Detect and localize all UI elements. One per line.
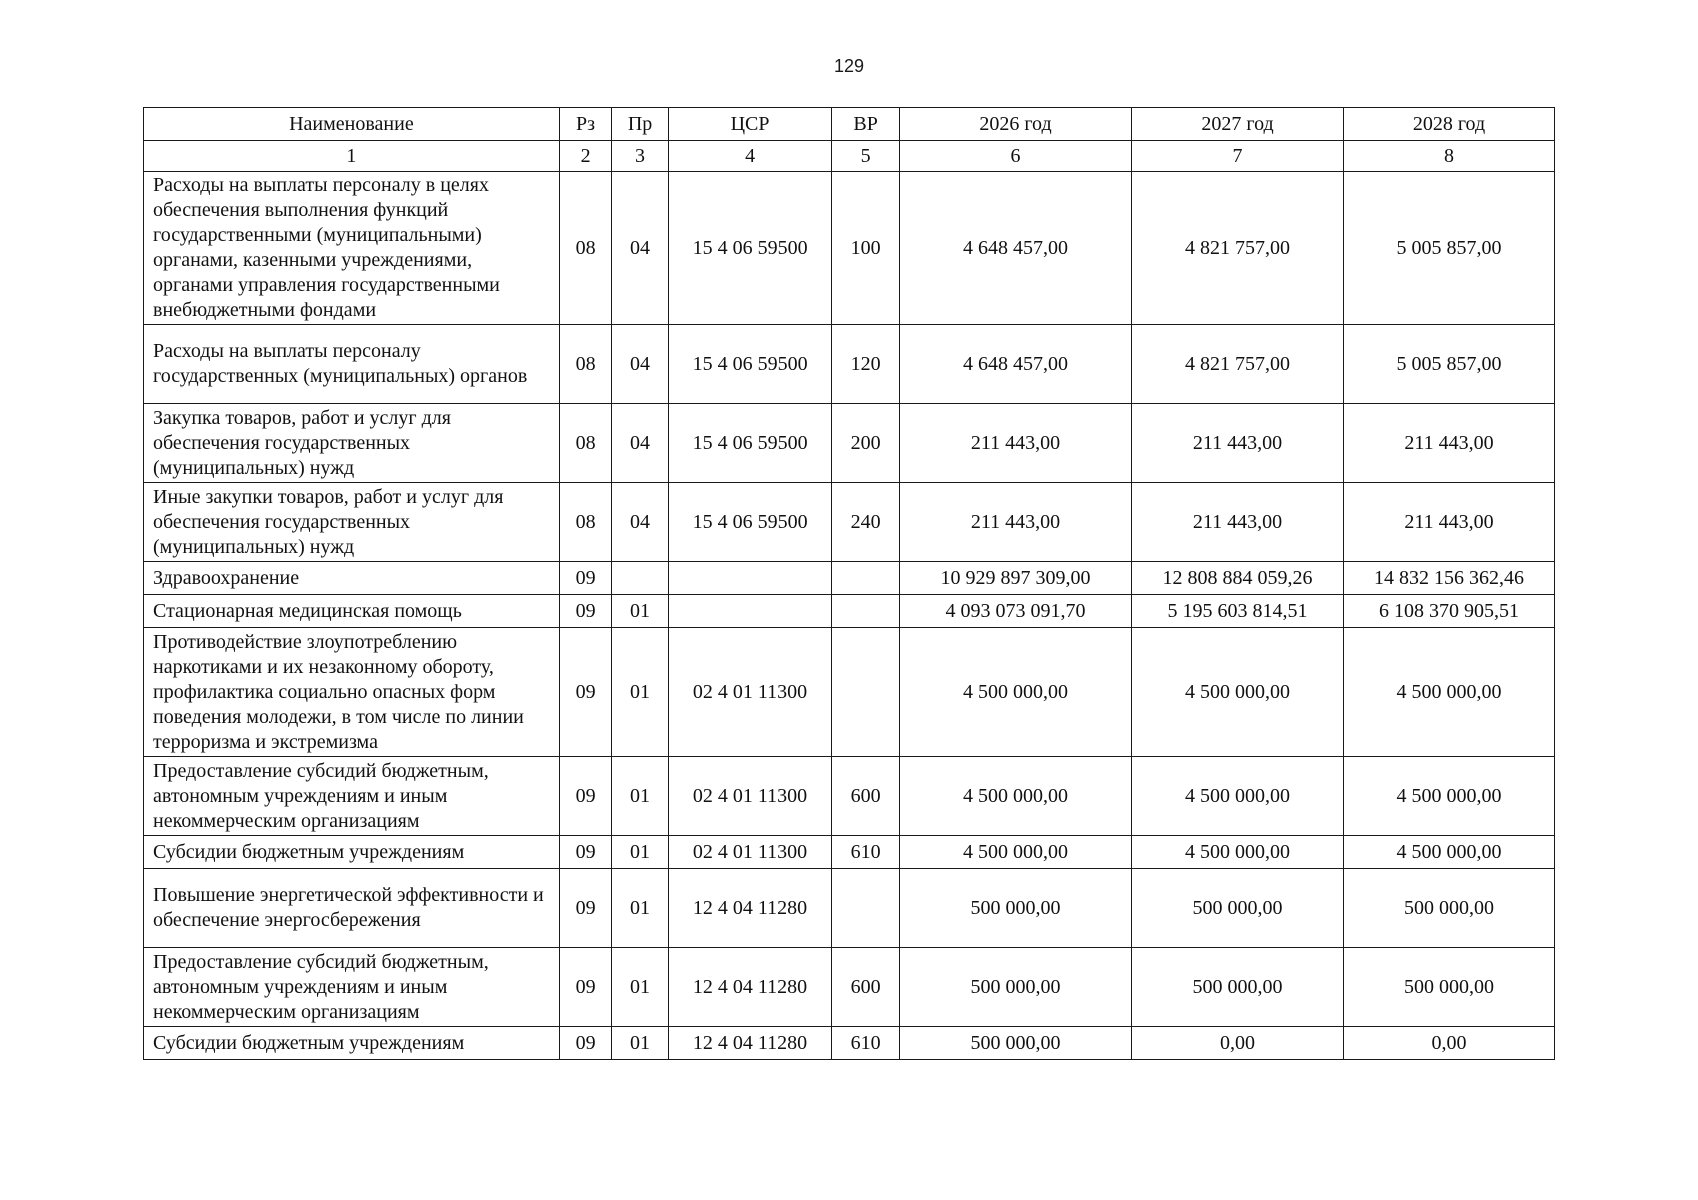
row-amount-2026: 500 000,00: [899, 948, 1131, 1027]
column-number: 4: [668, 141, 832, 172]
row-pr: 01: [612, 757, 669, 836]
row-vr: 600: [832, 757, 900, 836]
row-amount-2028: 211 443,00: [1343, 404, 1554, 483]
row-amount-2028: 5 005 857,00: [1343, 325, 1554, 404]
row-pr: 04: [612, 172, 669, 325]
row-name: Расходы на выплаты персоналу в целях обеспечения выполнения функций государственными (муниципальными) органами, казенными учреждениями, органами управления государственными внебюджетными фондами: [144, 172, 560, 325]
row-pr: 01: [612, 1027, 669, 1060]
table-row: [144, 172, 1555, 325]
row-csr: 15 4 06 59500: [668, 404, 832, 483]
table-row: [144, 404, 1555, 483]
row-amount-2028: 6 108 370 905,51: [1343, 595, 1554, 628]
column-number: 2: [559, 141, 611, 172]
row-rz: 08: [559, 172, 611, 325]
header-2027: 2027 год: [1132, 108, 1344, 141]
row-name: Повышение энергетической эффективности и обеспечение энергосбережения: [144, 869, 560, 948]
row-amount-2027: 4 821 757,00: [1132, 325, 1344, 404]
row-pr: 01: [612, 595, 669, 628]
header-2026: 2026 год: [899, 108, 1131, 141]
row-amount-2027: 12 808 884 059,26: [1132, 562, 1344, 595]
header-rz: Рз: [559, 108, 611, 141]
row-amount-2026: 211 443,00: [899, 404, 1131, 483]
row-name: Противодействие злоупотреблению наркотиками и их незаконному обороту, профилактика социально опасных форм поведения молодежи, в том числе по линии терроризма и экстремизма: [144, 628, 560, 757]
row-csr: 02 4 01 11300: [668, 628, 832, 757]
row-amount-2026: 4 500 000,00: [899, 757, 1131, 836]
row-rz: 08: [559, 325, 611, 404]
row-vr: 120: [832, 325, 900, 404]
row-amount-2028: 500 000,00: [1343, 869, 1554, 948]
row-csr: 12 4 04 11280: [668, 948, 832, 1027]
column-number: 8: [1343, 141, 1554, 172]
row-csr: 12 4 04 11280: [668, 869, 832, 948]
row-amount-2027: 4 500 000,00: [1132, 836, 1344, 869]
header-csr: ЦСР: [668, 108, 832, 141]
table-row: [144, 595, 1555, 628]
row-csr: 02 4 01 11300: [668, 836, 832, 869]
header-2028: 2028 год: [1343, 108, 1554, 141]
column-number: 1: [144, 141, 560, 172]
table-header-row: [144, 108, 1555, 141]
row-amount-2028: 4 500 000,00: [1343, 836, 1554, 869]
row-name: Здравоохранение: [144, 562, 560, 595]
row-amount-2027: 211 443,00: [1132, 404, 1344, 483]
row-pr: 01: [612, 948, 669, 1027]
row-name: Иные закупки товаров, работ и услуг для обеспечения государственных (муниципальных) нужд: [144, 483, 560, 562]
row-rz: 08: [559, 404, 611, 483]
row-vr: 610: [832, 836, 900, 869]
row-pr: 04: [612, 325, 669, 404]
row-amount-2027: 4 500 000,00: [1132, 628, 1344, 757]
row-pr: 04: [612, 483, 669, 562]
row-rz: 09: [559, 595, 611, 628]
column-number: 7: [1132, 141, 1344, 172]
row-amount-2028: 4 500 000,00: [1343, 757, 1554, 836]
page-number: 129: [833, 56, 865, 76]
row-csr: [668, 562, 832, 595]
row-csr: 02 4 01 11300: [668, 757, 832, 836]
row-rz: 09: [559, 948, 611, 1027]
row-vr: [832, 869, 900, 948]
row-name: Закупка товаров, работ и услуг для обеспечения государственных (муниципальных) нужд: [144, 404, 560, 483]
row-rz: 09: [559, 562, 611, 595]
row-amount-2028: 500 000,00: [1343, 948, 1554, 1027]
row-amount-2026: 4 500 000,00: [899, 628, 1131, 757]
row-amount-2026: 500 000,00: [899, 869, 1131, 948]
row-name: Предоставление субсидий бюджетным, автономным учреждениям и иным некоммерческим организациям: [144, 757, 560, 836]
row-csr: [668, 595, 832, 628]
table-row: [144, 836, 1555, 869]
row-vr: 200: [832, 404, 900, 483]
table-row: [144, 628, 1555, 757]
table-row: [144, 325, 1555, 404]
table-row: [144, 869, 1555, 948]
column-numbers-row: [144, 141, 1555, 172]
header-vr: ВР: [832, 108, 900, 141]
row-amount-2026: 500 000,00: [899, 1027, 1131, 1060]
row-pr: 04: [612, 404, 669, 483]
row-amount-2026: 4 500 000,00: [899, 836, 1131, 869]
row-csr: 15 4 06 59500: [668, 483, 832, 562]
row-vr: 240: [832, 483, 900, 562]
row-rz: 09: [559, 628, 611, 757]
row-amount-2028: 211 443,00: [1343, 483, 1554, 562]
column-number: 3: [612, 141, 669, 172]
column-number: 6: [899, 141, 1131, 172]
row-amount-2027: 211 443,00: [1132, 483, 1344, 562]
row-amount-2026: 211 443,00: [899, 483, 1131, 562]
row-vr: 600: [832, 948, 900, 1027]
row-csr: 15 4 06 59500: [668, 325, 832, 404]
row-amount-2028: 4 500 000,00: [1343, 628, 1554, 757]
row-name: Субсидии бюджетным учреждениям: [144, 836, 560, 869]
row-amount-2026: 10 929 897 309,00: [899, 562, 1131, 595]
row-name: Расходы на выплаты персоналу государственных (муниципальных) органов: [144, 325, 560, 404]
budget-table: [143, 107, 1555, 1060]
row-amount-2027: 500 000,00: [1132, 948, 1344, 1027]
table-row: [144, 948, 1555, 1027]
row-amount-2027: 0,00: [1132, 1027, 1344, 1060]
row-amount-2026: 4 648 457,00: [899, 172, 1131, 325]
row-amount-2027: 5 195 603 814,51: [1132, 595, 1344, 628]
header-pr: Пр: [612, 108, 669, 141]
row-amount-2026: 4 093 073 091,70: [899, 595, 1131, 628]
row-rz: 09: [559, 757, 611, 836]
row-amount-2028: 0,00: [1343, 1027, 1554, 1060]
row-name: Субсидии бюджетным учреждениям: [144, 1027, 560, 1060]
row-amount-2028: 14 832 156 362,46: [1343, 562, 1554, 595]
row-amount-2027: 500 000,00: [1132, 869, 1344, 948]
row-vr: [832, 595, 900, 628]
row-amount-2027: 4 821 757,00: [1132, 172, 1344, 325]
column-number: 5: [832, 141, 900, 172]
row-vr: 100: [832, 172, 900, 325]
row-amount-2027: 4 500 000,00: [1132, 757, 1344, 836]
row-csr: 12 4 04 11280: [668, 1027, 832, 1060]
row-csr: 15 4 06 59500: [668, 172, 832, 325]
row-pr: 01: [612, 869, 669, 948]
row-name: Стационарная медицинская помощь: [144, 595, 560, 628]
row-vr: [832, 628, 900, 757]
row-rz: 08: [559, 483, 611, 562]
table-row: [144, 483, 1555, 562]
table-row: [144, 757, 1555, 836]
row-vr: 610: [832, 1027, 900, 1060]
table-row: [144, 562, 1555, 595]
header-name: Наименование: [144, 108, 560, 141]
row-amount-2028: 5 005 857,00: [1343, 172, 1554, 325]
row-pr: 01: [612, 628, 669, 757]
table-row: [144, 1027, 1555, 1060]
row-rz: 09: [559, 869, 611, 948]
row-vr: [832, 562, 900, 595]
row-rz: 09: [559, 836, 611, 869]
row-name: Предоставление субсидий бюджетным, автономным учреждениям и иным некоммерческим организациям: [144, 948, 560, 1027]
row-rz: 09: [559, 1027, 611, 1060]
row-amount-2026: 4 648 457,00: [899, 325, 1131, 404]
row-pr: 01: [612, 836, 669, 869]
row-pr: [612, 562, 669, 595]
